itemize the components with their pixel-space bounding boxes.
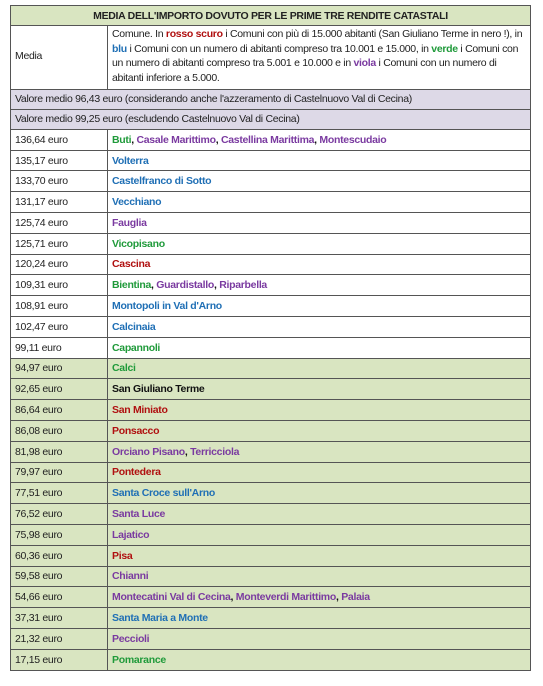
table-title: MEDIA DELL'IMPORTO DOVUTO PER LE PRIME TRE RENDITE CATASTALI [11, 6, 531, 26]
table-row [11, 566, 531, 587]
municipality-name: San Miniato [112, 404, 168, 417]
municipalities-cell [108, 566, 531, 587]
separator: , [184, 445, 191, 458]
legend-blue-word: blu [112, 42, 127, 55]
municipality-name: Capannoli [112, 341, 161, 354]
amount-cell: 77,51 euro [11, 483, 108, 504]
municipality-name: Montecatini Val di Cecina [112, 591, 231, 604]
municipality-name: Lajatico [112, 528, 150, 541]
amount-cell: 54,66 euro [11, 587, 108, 608]
municipality-name: Ponsacco [112, 424, 160, 437]
municipality-name: Vecchiano [112, 196, 162, 209]
municipality-name: Pomarance [112, 653, 166, 666]
amount-cell: 102,47 euro [11, 316, 108, 337]
municipality-name: Cascina [112, 258, 151, 271]
municipalities-cell [108, 441, 531, 462]
municipalities-cell [108, 483, 531, 504]
municipalities-cell [108, 524, 531, 545]
municipalities-cell [108, 129, 531, 150]
municipalities-cell [108, 608, 531, 629]
municipality-name: Chianni [112, 570, 149, 583]
table-row [11, 628, 531, 649]
table-row [11, 316, 531, 337]
amount-cell: 60,36 euro [11, 545, 108, 566]
municipality-name: Castellina Marittima [220, 133, 315, 146]
amount-cell: 17,15 euro [11, 649, 108, 670]
legend-text [108, 26, 531, 90]
legend-row [11, 26, 531, 90]
municipality-name: Volterra [112, 154, 149, 167]
municipalities-cell [108, 379, 531, 400]
municipalities-cell [108, 296, 531, 317]
municipality-name: Vicopisano [112, 237, 165, 250]
municipality-name: Riparbella [219, 279, 267, 292]
amount-cell: 59,58 euro [11, 566, 108, 587]
legend-purple-word: viola [353, 57, 376, 70]
table-body [11, 6, 531, 671]
legend-part4: i Comuni con un numero di abitanti compreso tra 5.001 e 10.000 e in [112, 42, 519, 70]
amount-cell: 86,64 euro [11, 400, 108, 421]
municipalities-cell [108, 233, 531, 254]
municipality-name: Calci [112, 362, 136, 375]
amount-cell: 94,97 euro [11, 358, 108, 379]
table-row [11, 150, 531, 171]
amount-cell: 133,70 euro [11, 171, 108, 192]
municipality-name: Santa Croce sull'Arno [112, 487, 215, 500]
municipality-name: Calcinaia [112, 320, 156, 333]
amount-cell: 21,32 euro [11, 628, 108, 649]
table-row [11, 400, 531, 421]
amount-cell: 136,64 euro [11, 129, 108, 150]
municipalities-cell [108, 254, 531, 275]
municipality-name: Guardistallo [156, 279, 214, 292]
legend-green-word: verde [431, 42, 458, 55]
amount-cell: 109,31 euro [11, 275, 108, 296]
municipalities-cell [108, 316, 531, 337]
rendite-table [10, 5, 531, 671]
separator: , [131, 133, 137, 146]
table-row [11, 587, 531, 608]
legend-part2: i Comuni con più di 15.000 abitanti (San Giuliano Terme in nero !), in [222, 28, 523, 40]
separator: , [230, 591, 236, 604]
separator: , [335, 591, 342, 604]
municipalities-cell [108, 587, 531, 608]
table-row [11, 524, 531, 545]
average-excluding: Valore medio 99,25 euro (escludendo Castelnuovo Val di Cecina) [11, 109, 531, 129]
amount-cell: 99,11 euro [11, 337, 108, 358]
municipalities-cell [108, 649, 531, 670]
amount-cell: 131,17 euro [11, 192, 108, 213]
table-row [11, 441, 531, 462]
municipality-name: Montopoli in Val d'Arno [112, 300, 222, 313]
municipality-name: Pisa [112, 549, 133, 562]
amount-cell: 37,31 euro [11, 608, 108, 629]
municipality-name: Casale Marittimo [136, 133, 216, 146]
table-row [11, 420, 531, 441]
amount-cell: 120,24 euro [11, 254, 108, 275]
municipality-name: Palaia [341, 591, 370, 604]
municipality-name: Orciano Pisano [112, 445, 185, 458]
table-row [11, 192, 531, 213]
municipality-name: Monteverdi Marittimo [235, 591, 336, 604]
table-row [11, 337, 531, 358]
amount-cell: 79,97 euro [11, 462, 108, 483]
municipality-name: Peccioli [112, 632, 150, 645]
average-row [11, 109, 531, 129]
amount-cell: 92,65 euro [11, 379, 108, 400]
separator: , [213, 279, 220, 292]
municipality-name: Santa Luce [112, 508, 166, 521]
table-row [11, 608, 531, 629]
legend-red-word: rosso scuro [165, 28, 223, 40]
table-row [11, 296, 531, 317]
amount-cell: 81,98 euro [11, 441, 108, 462]
table-row [11, 275, 531, 296]
amount-cell: 125,74 euro [11, 213, 108, 234]
municipalities-cell [108, 628, 531, 649]
legend-intro: Comune. In [112, 28, 166, 40]
municipality-name: Terricciola [190, 445, 240, 458]
legend-part3: i Comuni con un numero di abitanti compreso tra 10.001 e 15.000, in [126, 42, 432, 55]
amount-cell: 86,08 euro [11, 420, 108, 441]
municipality-name: Santa Maria a Monte [112, 612, 208, 625]
amount-cell: 76,52 euro [11, 504, 108, 525]
average-row [11, 89, 531, 109]
amount-cell: 75,98 euro [11, 524, 108, 545]
legend-part5: i Comuni con un numero di abitanti inferiore a 5.000. [112, 57, 497, 85]
separator: , [215, 133, 221, 146]
municipalities-cell [108, 275, 531, 296]
municipality-name: Buti [112, 133, 132, 146]
municipality-name: Fauglia [112, 216, 147, 229]
municipalities-cell [108, 358, 531, 379]
municipality-name: San Giuliano Terme [112, 383, 205, 396]
amount-cell: 135,17 euro [11, 150, 108, 171]
amount-cell: 125,71 euro [11, 233, 108, 254]
table-row [11, 649, 531, 670]
table-row [11, 504, 531, 525]
table-row [11, 254, 531, 275]
table-row [11, 483, 531, 504]
separator: , [151, 279, 157, 292]
municipality-name: Montescudaio [319, 133, 387, 146]
municipalities-cell [108, 400, 531, 421]
table-row [11, 171, 531, 192]
municipalities-cell [108, 462, 531, 483]
average-including: Valore medio 96,43 euro (considerando anche l'azzeramento di Castelnuovo Val di Cecina) [11, 89, 531, 109]
municipalities-cell [108, 545, 531, 566]
amount-cell: 108,91 euro [11, 296, 108, 317]
municipalities-cell [108, 213, 531, 234]
municipalities-cell [108, 504, 531, 525]
legend-label: Media [11, 26, 108, 90]
municipalities-cell [108, 171, 531, 192]
municipalities-cell [108, 192, 531, 213]
municipalities-cell [108, 337, 531, 358]
table-row [11, 379, 531, 400]
title-row [11, 6, 531, 26]
table-row [11, 233, 531, 254]
municipality-name: Pontedera [112, 466, 161, 479]
table-row [11, 358, 531, 379]
municipalities-cell [108, 420, 531, 441]
municipalities-cell [108, 150, 531, 171]
table-row [11, 545, 531, 566]
separator: , [314, 133, 320, 146]
table-row [11, 129, 531, 150]
municipality-name: Castelfranco di Sotto [112, 175, 212, 188]
table-row [11, 213, 531, 234]
table-row [11, 462, 531, 483]
municipality-name: Bientina [112, 279, 152, 292]
